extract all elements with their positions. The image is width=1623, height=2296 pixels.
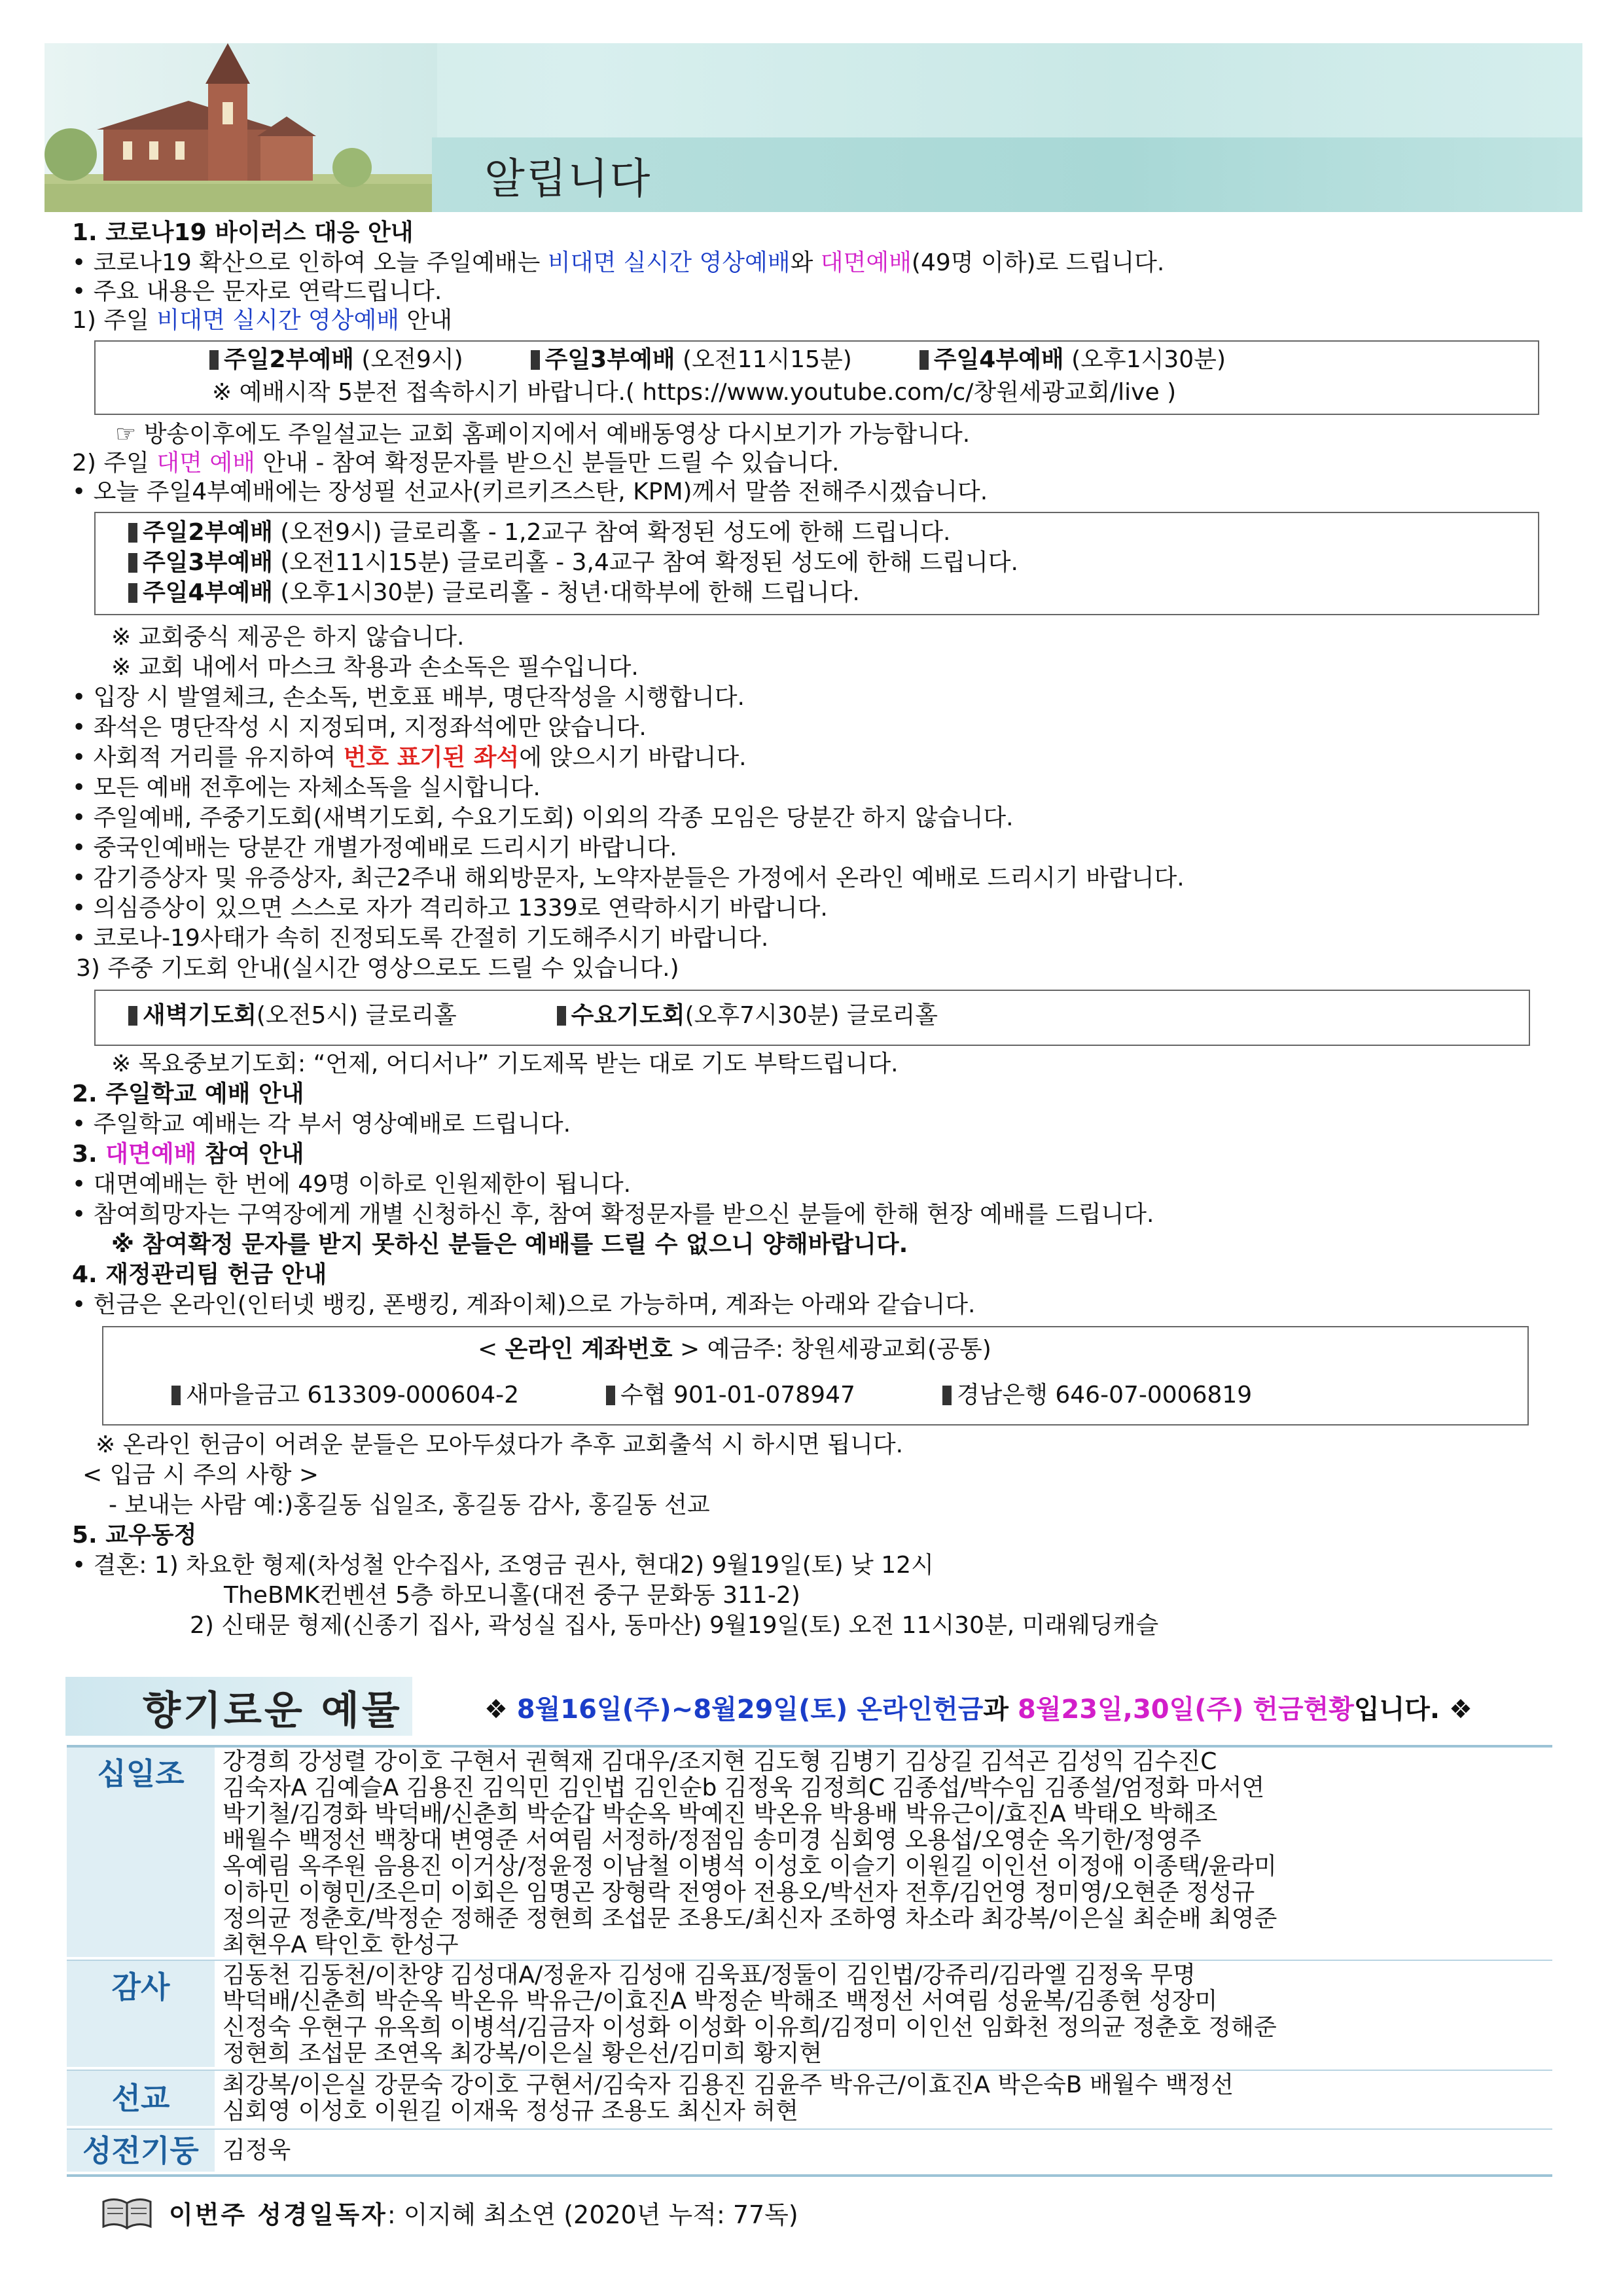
rule-6: • 중국인예배는 당분간 개별가정예배로 드리시기 바랍니다. [72,834,677,861]
text: 주일3부예배 [143,549,273,576]
text: 1) 주일 [72,307,157,334]
bullet-square-icon [919,350,929,370]
section1-item3: 3) 주중 기도회 안내(실시간 영상으로도 드릴 수 있습니다.) [76,955,679,982]
mission-names [223,2072,1551,2125]
section3-warning: ※ 참여확정 문자를 받지 못하신 분들은 예배를 드릴 수 없으니 양해바랍니다. [111,1231,908,1258]
bullet-square-icon [171,1386,181,1405]
section1-item2 [72,449,839,478]
online-worship-note: ※ 예배시작 5분전 접속하시기 바랍니다.( https://www.youtube.com/c/창원세광교회/live ) [212,379,1177,406]
onsite-worship-highlight: 대면예배 [820,249,912,276]
online-worship-highlight: 비대면 실시간 영상예배 [156,307,400,334]
bullet-square-icon [128,553,137,573]
section2-line1: • 주일학교 예배는 각 부서 영상예배로 드립니다. [72,1111,571,1138]
tithe-names [223,1749,1551,1958]
worship4-label: 주일4부예배 [933,346,1064,373]
rule-5: • 주일예배, 주중기도회(새벽기도회, 수요기도회) 이외의 각종 모임은 당분간 하지 않습니다. [72,804,1014,831]
bullet-square-icon [557,1006,566,1026]
list-item: 옥예림 옥주원 음용진 이거상/정윤정 이남철 이병석 이성호 이슬기 이원길 이인선 이정애 이종택/윤라미 [223,1853,1277,1880]
text: • 코로나19 확산으로 인하여 오늘 주일예배는 [72,249,548,276]
bullet-square-icon [531,350,540,370]
account-note: ※ 온라인 헌금이 어려운 분들은 모아두셨다가 추후 교회출석 시 하시면 됩니다. [96,1431,904,1458]
category-thanks: 감사 [67,1961,215,2067]
list-item: 심회영 이성호 이원길 이재욱 정성규 조용도 최신자 허현 [223,2098,798,2125]
list-item: 정의균 정춘호/박정순 정해준 정현희 조섭문 조용도/최신자 조하영 차소라 최강복/이은실 최순배 최영준 [223,1905,1277,1932]
thanks-names [223,1962,1551,2067]
text: > 예금주: 창원세광교회(공통) [672,1336,991,1363]
account-heading [478,1335,991,1364]
deposit-caution-example: - 보내는 사람 예:)홍길동 십일조, 홍길동 감사, 홍길동 선교 [109,1492,710,1518]
rule-3 [72,744,747,772]
bullet-square-icon [606,1386,615,1405]
text: 입니다. ❖ [1353,1695,1472,1725]
text: 3. [72,1141,106,1168]
section1-line3: • 오늘 주일4부예배에는 장성필 선교사(키르키즈스탄, KPM)께서 말씀 전해주시겠습니다. [72,478,988,505]
dawn-prayer-label: 새벽기도회 [143,1002,257,1029]
worship4-time: (오후1시30분) [1063,346,1226,373]
worship2-label: 주일2부예배 [224,346,354,373]
onsite-worship-highlight: 대면예배 [105,1141,197,1168]
wedding-1-venue: TheBMK컨벤션 5층 하모니홀(대전 중구 문화동 311-2) [224,1582,800,1609]
offering-title: 향기로운 예물 [143,1688,402,1734]
onsite-row3 [128,579,860,607]
divider [67,1960,1552,1961]
text: (오전11시15분) 글로리홀 - 3,4교구 참여 확정된 성도에 한해 드립니다. [272,549,1018,576]
text: : [387,2200,396,2229]
text: 과 [983,1695,1018,1725]
numbered-seat-highlight: 번호 표기된 좌석 [343,744,520,771]
bullet-square-icon [209,350,219,370]
section2-title: 2. 주일학교 예배 안내 [72,1081,304,1107]
bullet-square-icon [942,1386,952,1405]
list-item: 강경희 강성렬 강이호 구현서 권혁재 김대우/조지현 김도형 김병기 김상길 김석곤 김성익 김수진C [223,1748,1217,1775]
rule-8: • 의심증상이 있으면 스스로 자가 격리하고 1339로 연락하시기 바랍니다. [72,895,828,922]
wedding-1: • 결혼: 1) 차요한 형제(차성철 안수집사, 조영금 권사, 현대2) 9월19일(토) 낮 12시 [72,1552,934,1579]
text: 에 앉으시기 바랍니다. [519,744,747,771]
diamond-icon: ❖ [484,1695,517,1725]
note-thursday-prayer: ※ 목요중보기도회: “언제, 어디서나” 기도제목 받는 대로 기도 부탁드립니다. [111,1050,899,1077]
list-item: 김정욱 [223,2137,291,2164]
section4-title: 4. 재정관리팀 헌금 안내 [72,1261,327,1288]
bullet-square-icon [128,583,137,603]
text: • 사회적 거리를 유지하여 [72,744,344,771]
category-temple-pillar: 성전기둥 [67,2130,215,2172]
rule-7: • 감기증상자 및 유증상자, 최근2주내 해외방문자, 노약자분들은 가정에서 온라인 예배로 드리시기 바랍니다. [72,865,1185,891]
onsite-row1 [128,518,950,547]
section3-line1: • 대면예배는 한 번에 49명 이하로 인원제한이 됩니다. [72,1171,632,1198]
divider [67,1745,1552,1748]
text: 주일2부예배 [143,519,273,546]
text: 2) 주일 [72,450,157,476]
wednesday-prayer-label: 수요기도회 [571,1002,685,1029]
text: < [478,1336,505,1363]
bible-readers [169,2200,798,2229]
section4-line1: • 헌금은 온라인(인터넷 뱅킹, 폰뱅킹, 계좌이체)으로 가능하며, 계좌는 아래와 같습니다. [72,1291,976,1318]
list-item: 정현희 조섭문 조연옥 최강복/이은실 황은선/김미희 황지현 [223,2040,823,2067]
divider [67,2128,1552,2130]
list-item: 최현우A 탁인호 한성구 [223,1931,459,1958]
section1-line1 [72,249,1164,278]
offering-period [484,1689,1472,1726]
bible-readers-names: 이지혜 최소연 (2020년 누적: 77독) [395,2200,798,2229]
bullet-square-icon [128,1006,137,1026]
section3-title [72,1140,304,1169]
text: (49명 이하)로 드립니다. [911,249,1165,276]
onsite-row2 [128,548,1018,577]
section1-line2: • 주요 내용은 문자로 연락드립니다. [72,278,442,305]
section1-title: 1. 코로나19 바이러스 대응 안내 [72,219,414,246]
wedding-2: 2) 신태문 형제(신종기 집사, 곽성실 집사, 동마산) 9월19일(토) 오전 11시30분, 미래웨딩캐슬 [190,1612,1159,1639]
divider [67,2174,1552,2177]
open-book-icon [101,2197,153,2231]
text: 안내 - 참여 확정문자를 받으신 분들만 드릴 수 있습니다. [255,450,840,476]
offering-dates: 8월23일,30일(주) 헌금현황 [1017,1695,1354,1725]
category-tithe: 십일조 [67,1748,215,1957]
bullet-square-icon [128,523,137,543]
dawn-prayer-time: (오전5시) 글로리홀 [256,1002,457,1029]
list-item: 배월수 백정선 백창대 변영준 서여림 서정하/정점임 송미경 심회영 오용섭/오영순 옥기한/정영주 [223,1827,1202,1854]
note-lunch: ※ 교회중식 제공은 하지 않습니다. [111,624,465,651]
bible-readers-label: 이번주 성경일독자 [169,2200,387,2229]
worship3-time: (오전11시15분) [675,346,852,373]
online-period: 8월16일(주)~8월29일(토) 온라인헌금 [516,1695,984,1725]
divider [67,2070,1552,2071]
category-mission: 선교 [67,2071,215,2126]
account-list [171,1381,1252,1410]
list-item: 박기철/김경화 박덕배/신춘희 박순갑 박순옥 박예진 박온유 박용배 박유근이/효진A 박태오 박해조 [223,1801,1218,1827]
account-suhyup: 수협 901-01-078947 [620,1382,855,1408]
online-worship-highlight: 비대면 실시간 영상예배 [547,249,791,276]
list-item: 김동천 김동천/이찬양 김성대A/정윤자 김성애 김욱표/정둘이 김인법/강쥬리/김라엘 김정욱 무명 [223,1962,1196,1988]
replay-note: ☞ 방송이후에도 주일설교는 교회 홈페이지에서 예배동영상 다시보기가 가능합니다. [115,421,971,448]
rule-4: • 모든 예배 전후에는 자체소독을 실시합니다. [72,774,541,801]
list-item: 이하민 이형민/조은미 이회은 임명곤 장형락 전영아 전용오/박선자 전후/김언영 정미영/오현준 정성규 [223,1879,1255,1906]
list-item: 최강복/이은실 강문숙 강이호 구현서/김숙자 김용진 김윤주 박유근/이효진A 박은숙B 배월수 백정선 [223,2072,1234,2098]
text: 와 [790,249,821,276]
rule-2: • 좌석은 명단작성 시 지정되며, 지정좌석에만 앉습니다. [72,714,647,741]
worship3-label: 주일3부예배 [544,346,675,373]
online-worship-times [209,346,1226,374]
note-mask: ※ 교회 내에서 마스크 착용과 손소독은 필수입니다. [111,654,639,681]
onsite-worship-highlight: 대면 예배 [156,450,255,476]
temple-pillar-names [223,2138,1551,2164]
weekday-prayer-times [128,1001,938,1030]
account-saemaeul: 새마을금고 613309-000604-2 [186,1382,520,1408]
section3-line2: • 참여희망자는 구역장에게 개별 신청하신 후, 참여 확정문자를 받으신 분들에 한해 현장 예배를 드립니다. [72,1201,1154,1228]
section5-title: 5. 교우동정 [72,1522,197,1549]
list-item: 박덕배/신춘희 박순옥 박온유 박유근/이효진A 박정순 박해조 백정선 서여림 성윤복/김종현 성장미 [223,1988,1218,2015]
page-title: 알립니다 [484,155,652,204]
text: (오후1시30분) 글로리홀 - 청년·대학부에 한해 드립니다. [272,579,860,606]
deposit-caution-title: < 입금 시 주의 사항 > [82,1462,319,1488]
text: (오전9시) 글로리홀 - 1,2교구 참여 확정된 성도에 한해 드립니다. [272,519,951,546]
wednesday-prayer-time: (오후7시30분) 글로리홀 [685,1002,938,1029]
text: 참여 안내 [196,1141,304,1168]
account-kyongnam: 경남은행 646-07-0006819 [956,1382,1253,1408]
text: 온라인 계좌번호 [505,1336,673,1363]
worship2-time: (오전9시) [353,346,463,373]
rule-9: • 코로나-19사태가 속히 진정되도록 간절히 기도해주시기 바랍니다. [72,925,769,952]
list-item: 김숙자A 김예슬A 김용진 김익민 김인법 김인순b 김정욱 김정희C 김종섭/박수임 김종설/엄정화 마서연 [223,1774,1265,1801]
text: 안내 [399,307,453,334]
text: 주일4부예배 [143,579,273,606]
section1-item1 [72,306,452,335]
rule-1: • 입장 시 발열체크, 손소독, 번호표 배부, 명단작성을 시행합니다. [72,684,745,711]
list-item: 신정숙 우현구 유옥희 이병석/김금자 이성화 이성화 이유희/김정미 이인선 임화천 정의균 정춘호 정해준 [223,2014,1277,2041]
